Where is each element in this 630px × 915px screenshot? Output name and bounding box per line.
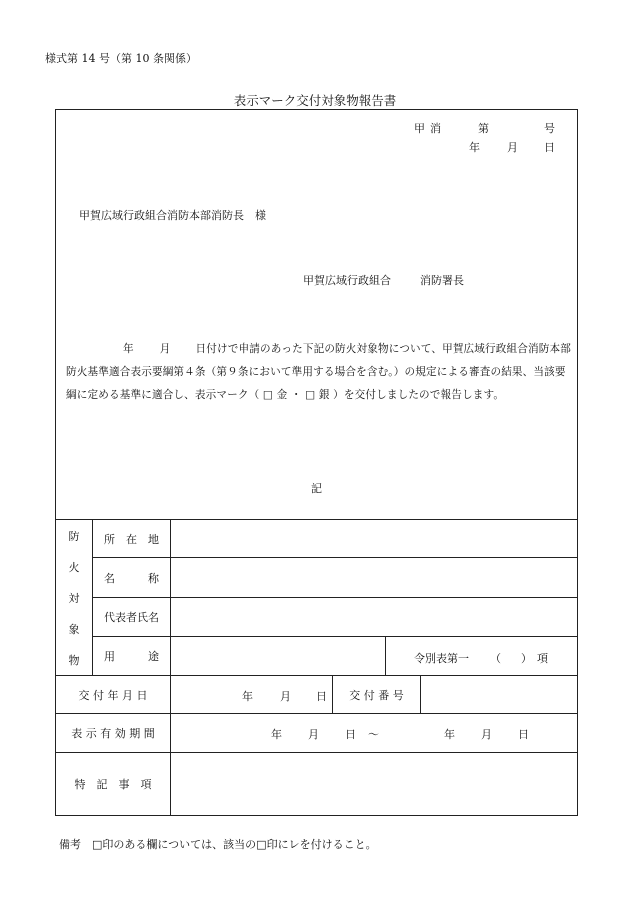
label-representative: 代表者氏名 [104, 611, 159, 624]
validity-from-year: 年 [271, 728, 282, 741]
sender-org: 甲賀広域行政組合 [303, 274, 391, 287]
value-special-notes[interactable] [171, 753, 577, 815]
label-issue-number: 交 付 番 号 [349, 688, 404, 702]
label-validity-period: 表 示 有 効 期 間 [71, 727, 155, 740]
doc-number-kou: 甲 [414, 122, 425, 135]
validity-to-year: 年 [444, 728, 455, 741]
mark-gold-checkbox[interactable]: □ 金 [262, 389, 288, 401]
use-category-suffix: 項 [537, 652, 548, 665]
page-title: 表示マーク交付対象物報告書 [233, 93, 397, 108]
remarks-text: □印のある欄については、該当の□印にレを付けること。 [92, 838, 377, 851]
group-char: 象 [68, 622, 80, 636]
doc-number-go: 号 [544, 122, 555, 135]
form-number: 様式第 14 号（第 10 条関係） [45, 52, 197, 65]
remarks-label: 備考 [59, 838, 81, 851]
issue-year: 年 [242, 690, 253, 703]
use-category-paren-close: ） [521, 652, 532, 665]
issue-day: 日 [316, 690, 327, 703]
label-special-notes: 特 記 事 項 [74, 778, 152, 791]
validity-from-day: 日 [345, 728, 356, 741]
body-text-main: 日付けで申請のあった下記の防火対象物について、甲賀広域行政組合消防本部防火基準適合表示要綱第４条（第９条において準用する場合を含む。）の規定による審査の結果、当該要綱に定める基準に適合し、表示マーク（ [66, 343, 571, 401]
doc-date-year: 年 [469, 141, 480, 154]
use-category-prefix: 令別表第一 [414, 652, 469, 665]
ki-label: 記 [311, 482, 322, 495]
group-char: 火 [68, 560, 80, 574]
validity-to-month: 月 [481, 728, 492, 741]
label-use: 用 途 [104, 650, 159, 663]
validity-tilde: ～ [368, 728, 379, 741]
value-use[interactable] [171, 637, 385, 675]
body-paragraph [66, 338, 571, 407]
doc-date-month: 月 [507, 141, 518, 154]
doc-date-day: 日 [544, 141, 555, 154]
sender-title: 消防署長 [420, 274, 464, 287]
group-char: 対 [68, 591, 80, 605]
mark-separator: ・ [290, 389, 302, 401]
value-name[interactable] [171, 558, 577, 597]
doc-number-dai: 第 [478, 122, 489, 135]
group-char: 防 [68, 529, 80, 543]
body-text-end: ）を交付しましたので報告します。 [333, 389, 505, 401]
mark-silver-checkbox[interactable]: □ 銀 [305, 389, 330, 401]
use-category-paren-open: （ [490, 652, 501, 665]
value-issue-number[interactable] [421, 676, 577, 713]
group-char: 物 [68, 653, 80, 667]
validity-to-day: 日 [518, 728, 529, 741]
addressee: 甲賀広域行政組合消防本部消防長 様 [79, 209, 266, 222]
value-representative[interactable] [171, 598, 577, 636]
value-location[interactable] [171, 520, 577, 557]
validity-from-month: 月 [308, 728, 319, 741]
doc-number-sho: 消 [430, 122, 441, 135]
group-label-fire-object [56, 520, 92, 675]
issue-month: 月 [280, 690, 291, 703]
label-name: 名 称 [104, 571, 159, 585]
label-location: 所 在 地 [104, 532, 159, 546]
body-month: 月 [159, 343, 171, 355]
body-year: 年 [123, 343, 134, 355]
label-issue-date: 交 付 年 月 日 [78, 688, 148, 702]
